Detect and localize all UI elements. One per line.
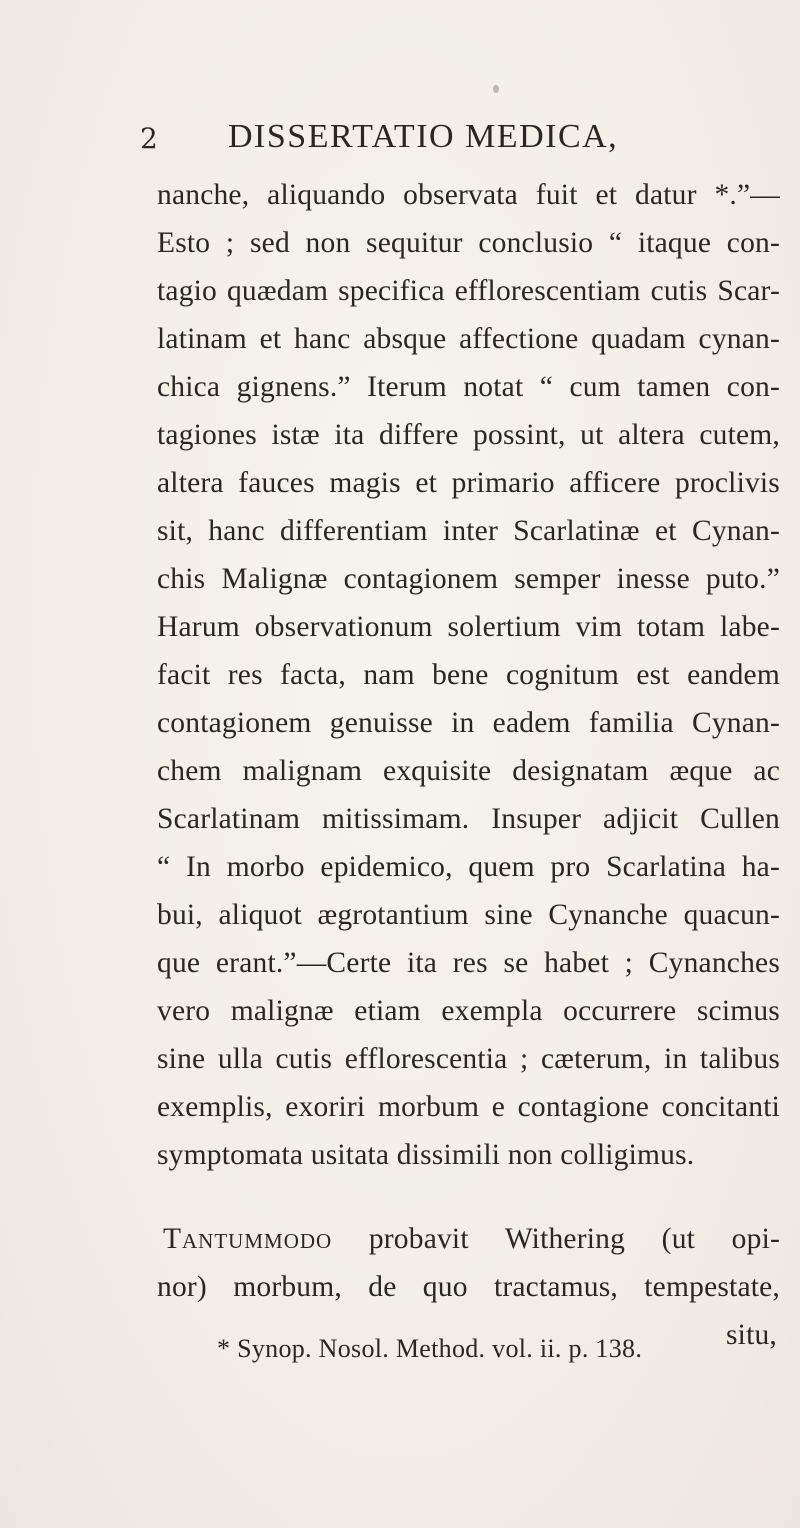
text-line: bui, aliquot ægrotantium sine Cynanche quacun- <box>157 899 780 931</box>
text-line: facit res facta, nam bene cognitum est eandem <box>157 659 780 691</box>
text-line: sine ulla cutis efflorescentia ; cæterum, in talibus <box>157 1043 780 1075</box>
text-line: Harum observationum solertium vim totam labe- <box>157 611 780 643</box>
text-line-rest: probavit Withering (ut opi- <box>332 1223 780 1255</box>
text-line: Esto ; sed non sequitur conclusio “ itaque con- <box>157 227 780 259</box>
text-line: “ In morbo epidemico, quem pro Scarlatina ha- <box>157 851 780 883</box>
text-line: chica gignens.” Iterum notat “ cum tamen con- <box>157 371 780 403</box>
smallcaps-lead-word: Tantummodo <box>163 1223 333 1255</box>
running-head: DISSERTATIO MEDICA, <box>228 118 619 155</box>
text-line: contagionem genuisse in eadem familia Cynan- <box>157 707 780 739</box>
text-line: chis Malignæ contagionem semper inesse puto.” <box>157 563 780 595</box>
text-line: sit, hanc differentiam inter Scarlatinæ et Cynan- <box>157 515 780 547</box>
page-header <box>0 118 800 158</box>
text-line: vero malignæ etiam exempla occurrere scimus <box>157 995 780 1027</box>
footnote: * Synop. Nosol. Method. vol. ii. p. 138. <box>217 1334 643 1363</box>
text-line: symptomata usitata dissimili non colligimus. <box>157 1139 695 1171</box>
text-line: exemplis, exoriri morbum e contagione concitanti <box>157 1091 780 1123</box>
text-line: latinam et hanc absque affectione quadam cynan- <box>157 323 780 355</box>
text-line: tagiones istæ ita differe possint, ut altera cutem, <box>157 419 780 451</box>
text-line: altera fauces magis et primario afficere proclivis <box>157 467 780 499</box>
text-line: tagio quædam specifica efflorescentiam cutis Scar- <box>157 275 780 307</box>
text-line: que erant.”—Certe ita res se habet ; Cynanches <box>157 947 780 979</box>
text-line: Scarlatinam mitissimam. Insuper adjicit Cullen <box>157 803 780 835</box>
text-line <box>157 1215 780 1263</box>
ink-speck <box>493 85 499 93</box>
page-number: 2 <box>140 122 158 155</box>
body-text <box>157 171 780 1359</box>
text-line: nor) morbum, de quo tractamus, tempestate, <box>157 1271 780 1303</box>
paragraph-gap <box>157 1179 780 1215</box>
catchword: situ, <box>726 1319 777 1351</box>
text-line: chem malignam exquisite designatam æque ac <box>157 755 780 787</box>
text-line: nanche, aliquando observata fuit et datur *.”— <box>157 179 780 211</box>
